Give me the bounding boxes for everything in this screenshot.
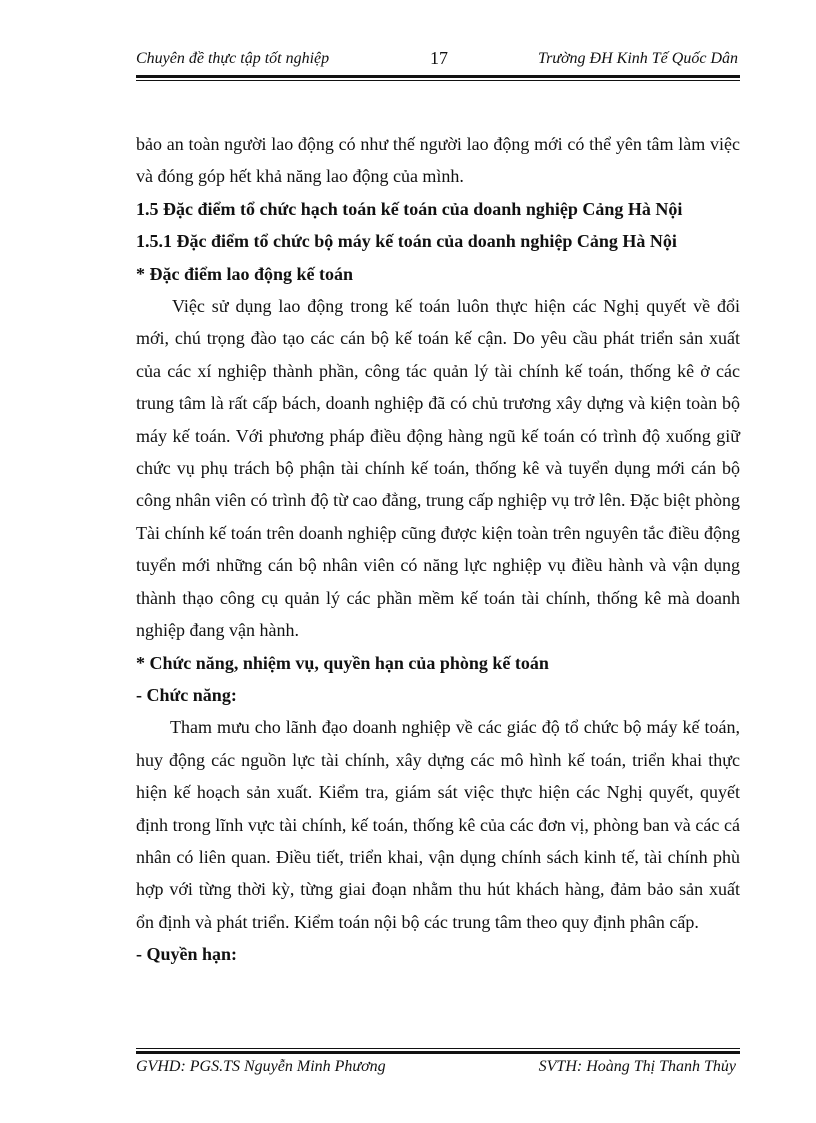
header-university: Trường ĐH Kinh Tế Quốc Dân bbox=[538, 50, 738, 67]
page-header bbox=[136, 46, 740, 74]
footer-advisor: GVHD: PGS.TS Nguyễn Minh Phương bbox=[136, 1058, 386, 1075]
page-footer bbox=[136, 1055, 740, 1081]
paragraph-intro: bảo an toàn người lao động có như thế người lao động mới có thể yên tâm làm việc và đóng góp hết khả năng lao động của mình. bbox=[136, 134, 740, 187]
paragraph-chuc-nang: Tham mưu cho lãnh đạo doanh nghiệp về các giác độ tổ chức bộ máy kế toán, huy động các nguồn lực tài chính, xây dựng các mô hình kế toán, triển khai thực hiện kế hoạch sản xuất. Kiểm tra, giám sát việc thực hiện các Nghị quyết, quyết định trong lĩnh vực tài chính, kế toán, thống kê của các đơn vị, phòng ban và các cá nhân có liên quan. Điều tiết, triển khai, vận dụng chính sách kinh tế, tài chính phù hợp với từng thời kỳ, từng giai đoạn nhằm thu hút khách hàng, đảm bảo sản xuất ổn định và phát triển. Kiểm toán nội bộ các trung tâm theo quy định phân cấp. bbox=[136, 717, 740, 932]
header-thesis-title: Chuyên đề thực tập tốt nghiệp bbox=[136, 50, 330, 67]
header-rule-thin bbox=[136, 80, 740, 81]
footer-student: SVTH: Hoàng Thị Thanh Thủy bbox=[538, 1058, 736, 1075]
heading-1-5: 1.5 Đặc điểm tổ chức hạch toán kế toán của doanh nghiệp Cảng Hà Nội bbox=[136, 198, 683, 219]
heading-1-5-1: 1.5.1 Đặc điểm tổ chức bộ máy kế toán của doanh nghiệp Cảng Hà Nội bbox=[136, 231, 677, 252]
heading-labor: * Đặc điểm lao động kế toán bbox=[136, 263, 354, 284]
heading-quyen-han: - Quyền hạn: bbox=[136, 944, 238, 965]
footer-rule-thin bbox=[136, 1048, 740, 1049]
paragraph-labor: Việc sử dụng lao động trong kế toán luôn thực hiện các Nghị quyết về đổi mới, chú trọng đào tạo các cán bộ kế toán kế cận. Do yêu cầu phát triển sản xuất của các xí nghiệp thành phần, công tác quản lý tài chính kế toán, thống kê ở các trung tâm là rất cấp bách, doanh nghiệp đã có chủ trương xây dựng và kiện toàn bộ máy kế toán. Với phương pháp điều động hàng ngũ kế toán có trình độ xuống giữ chức vụ phụ trách bộ phận tài chính kế toán, thống kê và tuyển dụng mới cán bộ công nhân viên có trình độ từ cao đẳng, trung cấp nghiệp vụ trở lên. Đặc biệt phòng Tài chính kế toán trên doanh nghiệp cũng được kiện toàn trên nguyên tắc điều động tuyển mới những cán bộ nhân viên có năng lực nghiệp vụ điều hành và vận dụng thành thạo công cụ quản lý các phần mềm kế toán tài chính, thống kê mà doanh nghiệp đang vận hành. bbox=[136, 296, 740, 641]
page-number: 17 bbox=[430, 48, 448, 68]
page-body bbox=[136, 128, 740, 971]
heading-chuc-nang: - Chức năng: bbox=[136, 684, 237, 705]
heading-functions: * Chức năng, nhiệm vụ, quyền hạn của phòng kế toán bbox=[136, 652, 549, 673]
header-rule-thick bbox=[136, 75, 740, 78]
footer-rule-thick bbox=[136, 1051, 740, 1054]
